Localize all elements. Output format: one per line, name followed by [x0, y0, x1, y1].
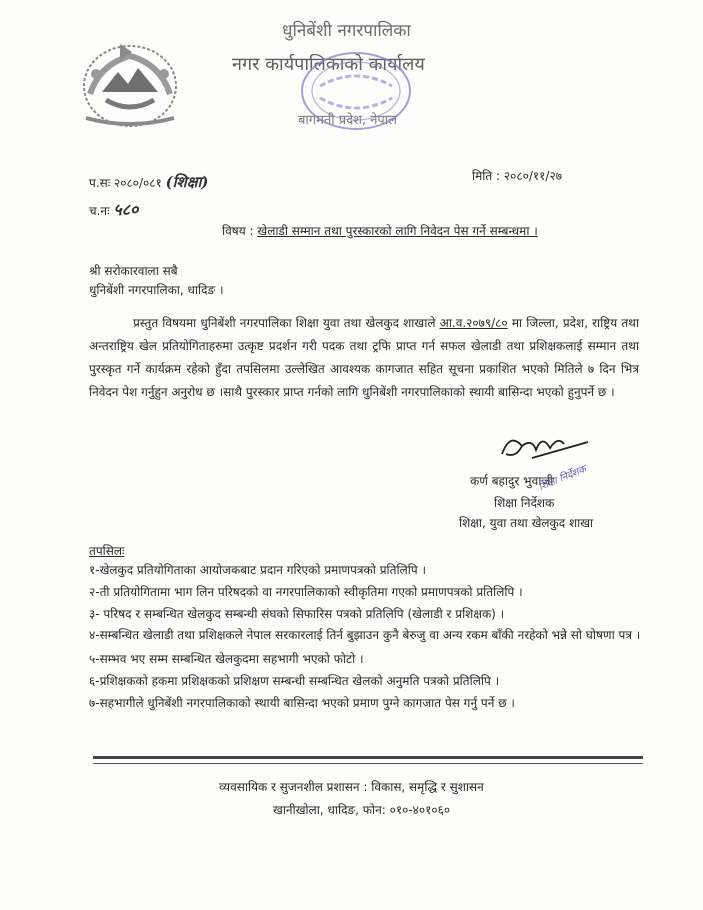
body-part-1: प्रस्तुत विषयमा धुनिबेंशी नगरपालिका शिक्षा युवा तथा खेलकुद शाखाले — [133, 316, 436, 330]
enclosure-heading: तपसिलः — [89, 544, 125, 558]
dispatch-number — [89, 198, 138, 220]
recipient-line-1: श्री सरोकारवाला सबै — [89, 264, 178, 278]
footer-rule-thin — [93, 763, 643, 764]
footer-motto: व्यवसायिक र सुजनशील प्रशासन : विकास, समृद्धि र सुशासन — [219, 780, 484, 794]
date-value: २०८०/११/२७ — [503, 169, 562, 183]
footer-rule-thick — [93, 756, 643, 759]
official-stamp — [296, 46, 416, 136]
ref-handwritten: (शिक्षा) — [165, 173, 209, 191]
nepal-emblem-logo — [70, 34, 190, 132]
fiscal-year: आ.व.२०७९/८० — [439, 316, 508, 330]
enclosure-item: १-खेलकुद प्रतियोगिताका आयोजकबाट प्रदान गरिएको प्रमाणपत्रको प्रतिलिपि । — [89, 563, 426, 577]
ref-value: २०८०/०८१ — [114, 176, 162, 190]
signatory-department: शिक्षा, युवा तथा खेलकुद शाखा — [459, 516, 594, 530]
subject-label: विषय : — [222, 224, 254, 238]
dispatch-label: च.नः — [89, 204, 110, 218]
letter-date — [472, 167, 562, 184]
footer-contact: खानीखोला, धादिङ, फोन: ०१०-४०१०६० — [273, 803, 451, 817]
municipality-name: धुनिबेंशी नगरपालिका — [282, 21, 411, 41]
office-name: नगर कार्यपालिकाको कार्यालय — [232, 54, 425, 75]
enclosure-item: ६-प्रशिक्षकको हकमा प्रशिक्षकको प्रशिक्षण सम्बन्धी सम्बन्धित खेलको अनुमति पत्रको प्रतिलिपि । — [89, 674, 500, 688]
enclosure-item: ३- परिषद र सम्बन्धित खेलकुद सम्बन्धी संघको सिफारिस पत्रको प्रतिलिपि (खेलाडी र प्रशिक्षक) । — [89, 607, 505, 621]
signatory-title: शिक्षा निर्देशक — [494, 496, 555, 510]
subject-text: खेलाडी सम्मान तथा पुरस्कारको लागि निवेदन पेस गर्ने सम्बन्धमा । — [257, 224, 538, 238]
enclosure-list — [89, 560, 649, 715]
letter-body — [89, 312, 639, 404]
designation-stamp: शिक्षा निर्देशक — [537, 463, 588, 493]
enclosure-item: २-ती प्रतियोगितामा भाग लिन परिषदको वा नगरपालिकाको स्वीकृतिमा गएको प्रमाणपत्रको प्रतिलिपि । — [89, 585, 523, 599]
enclosure-item: ४-सम्बन्धित खेलाडी तथा प्रशिक्षकले नेपाल सरकारलाई तिर्न बुझाउन कुनै बेरुजु वा अन्य रकम बाँकी नरहेको भन्ने सो घोषणा पत्र । — [89, 628, 641, 642]
enclosure-item: ५-सम्भव भए सम्म सम्बन्धित खेलकुदमा सहभागी भएको फोटो । — [89, 652, 364, 666]
recipient-line-2: धुनिबेंशी नगरपालिका, धादिङ । — [89, 283, 224, 297]
ref-label: प.सः — [89, 176, 111, 190]
date-label: मिति : — [472, 169, 501, 183]
reference-number — [89, 172, 208, 192]
subject-line — [222, 222, 538, 239]
dispatch-value: ५८० — [113, 200, 139, 219]
handwritten-signature — [492, 424, 590, 466]
enclosure-item: ७-सहभागीले धुनिबेंशी नगरपालिकाको स्थायी बासिन्दा भएको प्रमाण पुग्ने कागजात पेस गर्नु पर्ने छ । — [89, 696, 515, 710]
signatory-name: कर्ण बहादुर भुवाजी — [470, 474, 554, 488]
body-part-2: मा जिल्ला, प्रदेश, राष्ट्रिय तथा अन्तराष्ट्रिय खेल प्रतियोगिताहरुमा उत्कृष्ट प्रदर्शन गरी पदक तथा ट्रफि प्राप्त गर्न सफल खेलाडी तथा प्रशिक्षकलाई सम्मान तथा पुरस्कृत गर्ने कार्यक्रम रहेको हुँदा तपसिलमा उल्लेखित आवश्यक कागजात सहित सूचना प्रकाशित भएको मितिले ७ दिन भित्र निवेदन पेश गर्नुहुन अनुरोध छ ।साथै पुरस्कार प्राप्त गर्नको लागि धुनिबेंशी नगरपालिकाको स्थायी बासिन्दा भएको हुनुपर्ने छ । — [89, 316, 639, 399]
office-address: बागमती प्रदेश, नेपाल — [298, 113, 397, 128]
